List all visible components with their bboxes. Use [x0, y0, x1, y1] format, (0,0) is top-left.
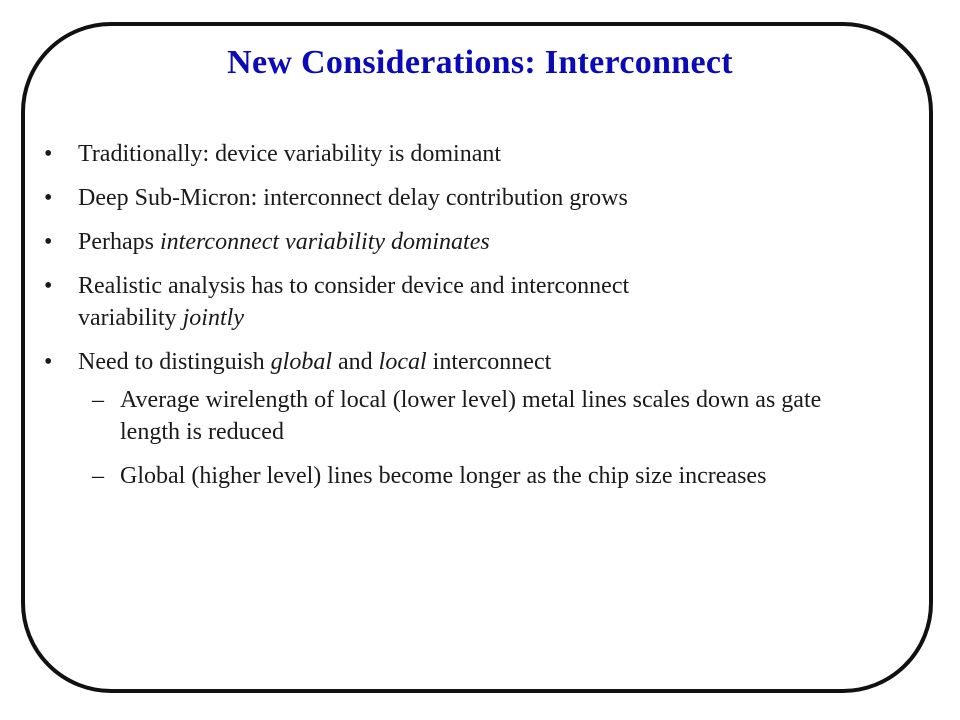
bullet-list	[44, 138, 884, 504]
bullet-text-prefix: Need to distinguish	[78, 349, 271, 375]
bullet-item	[44, 226, 884, 258]
bullet-item	[44, 182, 884, 214]
bullet-text: Traditionally: device variability is dominant	[78, 141, 502, 167]
bullet-text-emphasis-global: global	[270, 349, 332, 375]
bullet-item	[44, 270, 884, 334]
sub-bullet-list	[78, 384, 884, 492]
bullet-marker: •	[44, 349, 53, 375]
bullet-text-prefix: variability	[78, 305, 183, 331]
bullet-marker: •	[44, 185, 53, 211]
sub-bullet-text: Global (higher level) lines become longer as the chip size increases	[120, 463, 767, 489]
sub-bullet-item	[78, 384, 884, 448]
sub-bullet-item	[78, 460, 884, 492]
bullet-marker: •	[44, 273, 53, 299]
sub-bullet-marker: –	[92, 387, 104, 413]
sub-bullet-text: Average wirelength of local (lower level) metal lines scales down as gate length is reduced	[120, 387, 822, 445]
slide-title: New Considerations: Interconnect	[227, 44, 733, 81]
bullet-item	[44, 138, 884, 170]
bullet-text: Deep Sub-Micron: interconnect delay contribution grows	[78, 185, 628, 211]
bullet-text-prefix: Perhaps	[78, 229, 160, 255]
bullet-text-emphasis: jointly	[182, 305, 244, 331]
bullet-text-suffix: interconnect	[426, 349, 552, 375]
bullet-text-line1: Realistic analysis has to consider device and interconnect	[78, 273, 630, 299]
bullet-marker: •	[44, 141, 53, 167]
bullet-item	[44, 346, 884, 492]
bullet-marker: •	[44, 229, 53, 255]
bullet-text-emphasis: interconnect variability dominates	[159, 229, 490, 255]
bullet-text-mid: and	[332, 349, 379, 375]
bullet-text-emphasis-local: local	[378, 349, 427, 375]
sub-bullet-marker: –	[92, 463, 104, 489]
